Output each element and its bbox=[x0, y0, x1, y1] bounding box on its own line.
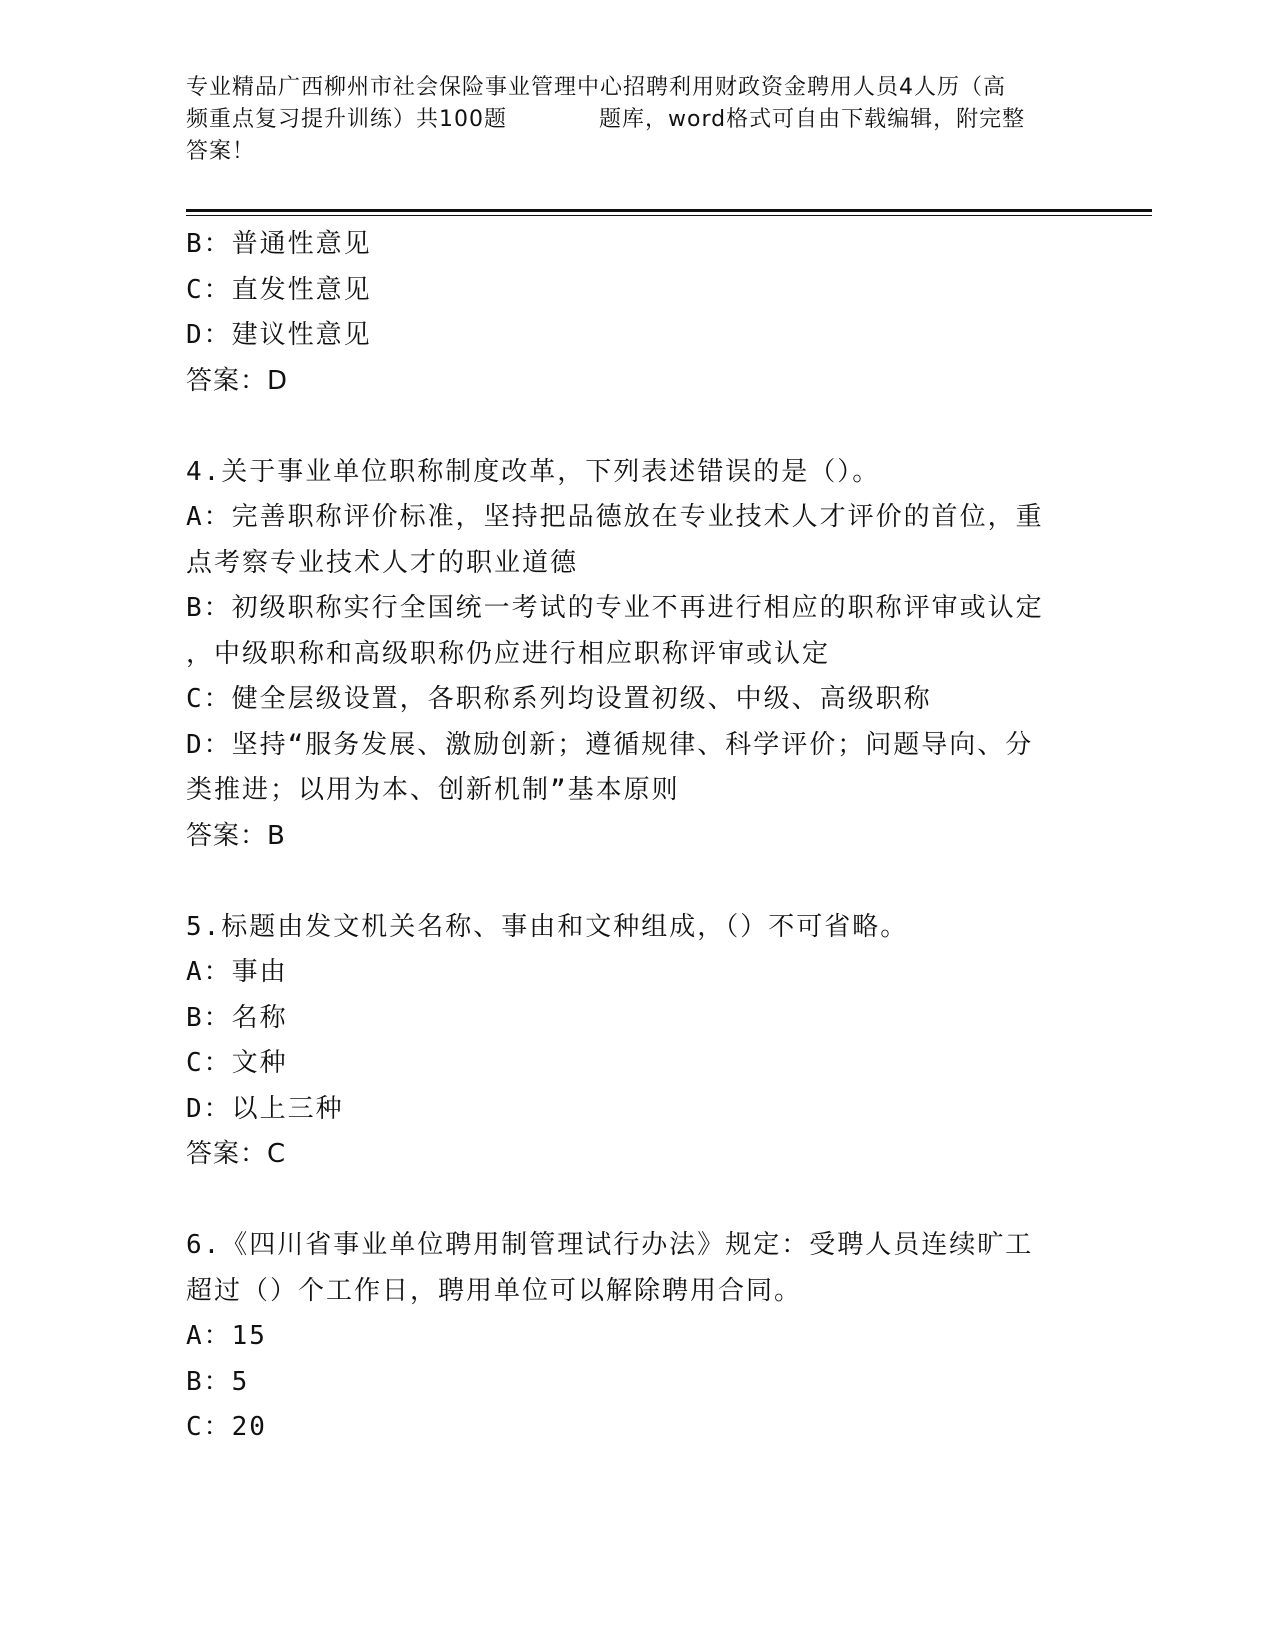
question-list bbox=[186, 222, 1086, 1451]
option-a: A：事由 bbox=[186, 957, 288, 987]
question-stem: 6.《四川省事业单位聘用制管理试行办法》规定：受聘人员连续旷工 bbox=[186, 1230, 1034, 1260]
option-b: B：普通性意见 bbox=[186, 229, 372, 259]
header-line-3: 答案！ bbox=[186, 139, 256, 164]
question-5 bbox=[186, 905, 1086, 1178]
answer: 答案：D bbox=[186, 365, 289, 396]
option-c: C：健全层级设置，各职称系列均设置初级、中级、高级职称 bbox=[186, 684, 932, 714]
header-line-1: 专业精品广西柳州市社会保险事业管理中心招聘利用财政资金聘用人员4人历（高 bbox=[186, 75, 1006, 100]
option-c: C：文种 bbox=[186, 1048, 288, 1078]
option-b: B：名称 bbox=[186, 1002, 288, 1033]
question-stem-cont: 超过（）个工作日，聘用单位可以解除聘用合同。 bbox=[186, 1275, 803, 1306]
option-a: A：完善职称评价标准，坚持把品德放在专业技术人才评价的首位，重 bbox=[186, 502, 1044, 532]
option-b-cont: ，中级职称和高级职称仍应进行相应职称评审或认定 bbox=[186, 638, 831, 669]
option-c: C：20 bbox=[186, 1412, 267, 1442]
question-4 bbox=[186, 450, 1086, 860]
answer: 答案：B bbox=[186, 820, 286, 851]
document-header bbox=[186, 72, 1086, 168]
question-stem: 4.关于事业单位职称制度改革，下列表述错误的是（）。 bbox=[186, 456, 881, 487]
header-line-2: 频重点复习提升训练）共100题 题库，word格式可自由下载编辑，附完整 bbox=[186, 107, 1026, 132]
option-a: A：15 bbox=[186, 1321, 267, 1351]
header-divider-thin bbox=[186, 215, 1152, 216]
option-b: B：初级职称实行全国统一考试的专业不再进行相应的职称评审或认定 bbox=[186, 593, 1044, 623]
option-d: D：坚持“服务发展、激励创新；遵循规律、科学评价；问题导向、分 bbox=[186, 729, 1034, 760]
header-divider-thick bbox=[186, 209, 1152, 212]
answer: 答案：C bbox=[186, 1139, 287, 1169]
option-d: D：以上三种 bbox=[186, 1093, 344, 1124]
option-c: C：直发性意见 bbox=[186, 274, 372, 305]
option-a-cont: 点考察专业技术人才的职业道德 bbox=[186, 547, 579, 578]
question-6 bbox=[186, 1223, 1086, 1451]
option-d-cont: 类推进；以用为本、创新机制”基本原则 bbox=[186, 775, 680, 805]
option-b: B：5 bbox=[186, 1366, 250, 1397]
question-stem: 5.标题由发文机关名称、事由和文种组成，（）不可省略。 bbox=[186, 911, 909, 942]
question-3 bbox=[186, 222, 1086, 404]
option-d: D：建议性意见 bbox=[186, 320, 372, 350]
